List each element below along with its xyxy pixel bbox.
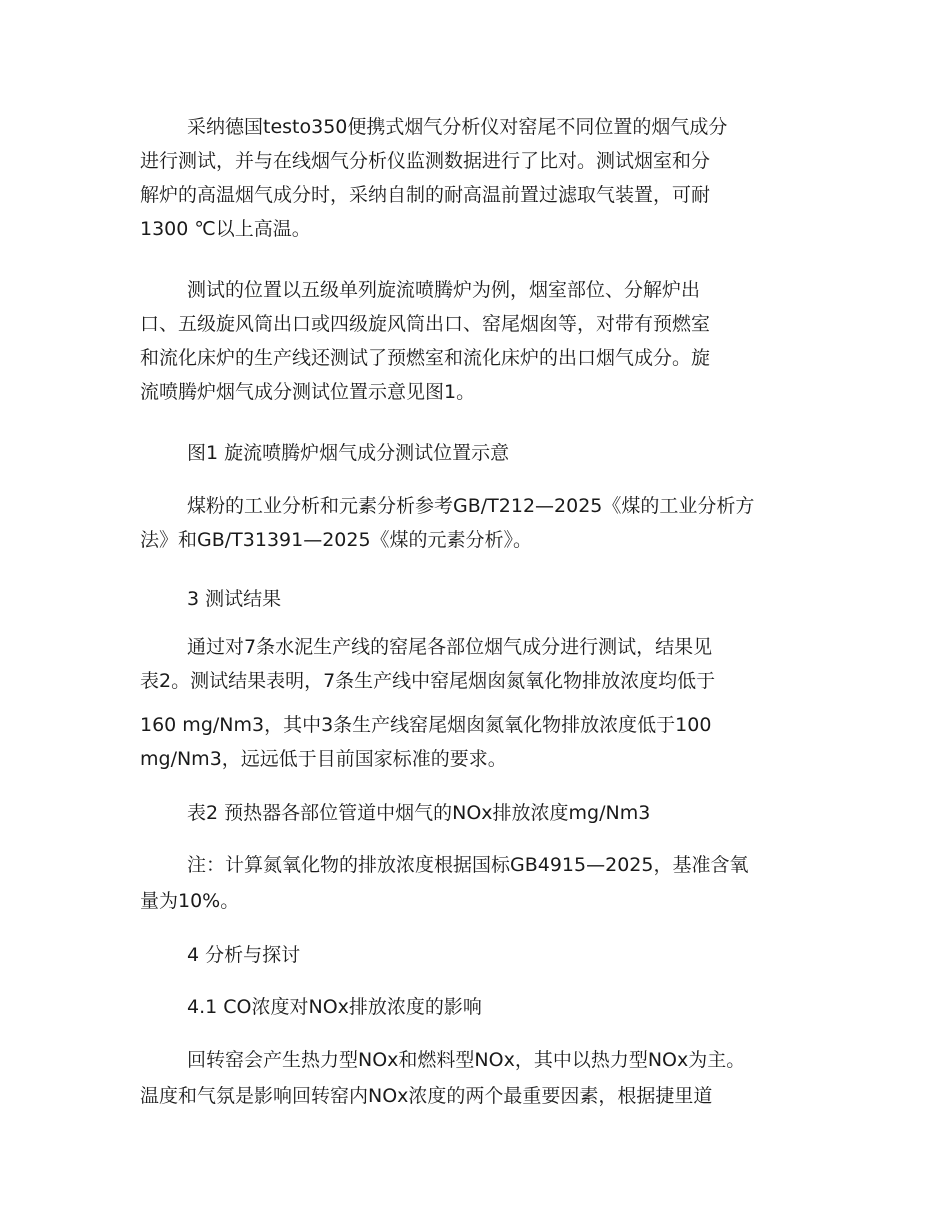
paragraph-line: 煤粉的工业分析和元素分析参考GB/T212—2025《煤的工业分析方 bbox=[187, 495, 755, 517]
paragraph-line: 回转窑会产生热力型NOx和燃料型NOx，其中以热力型NOx为主。 bbox=[187, 1049, 746, 1071]
table-caption: 表2 预热器各部位管道中烟气的NOx排放浓度mg/Nm3 bbox=[187, 802, 651, 824]
figure-caption: 图1 旋流喷腾炉烟气成分测试位置示意 bbox=[187, 442, 510, 464]
paragraph-line: 法》和GB/T31391—2025《煤的元素分析》。 bbox=[140, 529, 533, 551]
paragraph-line: 进行测试，并与在线烟气分析仪监测数据进行了比对。测试烟室和分 bbox=[140, 150, 711, 172]
paragraph-line: 注：计算氮氧化物的排放浓度根据国标GB4915—2025，基准含氧 bbox=[187, 854, 749, 876]
paragraph-line: 采纳德国testo350便携式烟气分析仪对窑尾不同位置的烟气成分 bbox=[187, 116, 728, 138]
paragraph-line: 160 mg/Nm3，其中3条生产线窑尾烟囱氮氧化物排放浓度低于100 bbox=[140, 714, 712, 736]
paragraph-line: 口、五级旋风筒出口或四级旋风筒出口、窑尾烟囱等，对带有预燃室 bbox=[140, 313, 711, 335]
paragraph-line: 量为10%。 bbox=[140, 890, 240, 912]
paragraph-line: 温度和气氛是影响回转窑内NOx浓度的两个最重要因素，根据捷里道 bbox=[140, 1085, 713, 1107]
paragraph-line: 1300 ℃以上高温。 bbox=[140, 218, 311, 240]
section-heading: 4 分析与探讨 bbox=[187, 944, 301, 966]
paragraph-line: 流喷腾炉烟气成分测试位置示意见图1。 bbox=[140, 381, 476, 403]
subsection-heading: 4.1 CO浓度对NOx排放浓度的影响 bbox=[187, 996, 482, 1018]
paragraph-line: 解炉的高温烟气成分时，采纳自制的耐高温前置过滤取气装置，可耐 bbox=[140, 184, 711, 206]
paragraph-line: mg/Nm3，远远低于目前国家标准的要求。 bbox=[140, 748, 507, 770]
paragraph-line: 通过对7条水泥生产线的窑尾各部位烟气成分进行测试，结果见 bbox=[187, 636, 713, 658]
paragraph-line: 和流化床炉的生产线还测试了预燃室和流化床炉的出口烟气成分。旋 bbox=[140, 347, 711, 369]
paragraph-line: 表2。测试结果表明，7条生产线中窑尾烟囱氮氧化物排放浓度均低于 bbox=[140, 670, 716, 692]
paragraph-line: 测试的位置以五级单列旋流喷腾炉为例，烟室部位、分解炉出 bbox=[187, 279, 701, 301]
section-heading: 3 测试结果 bbox=[187, 588, 282, 610]
